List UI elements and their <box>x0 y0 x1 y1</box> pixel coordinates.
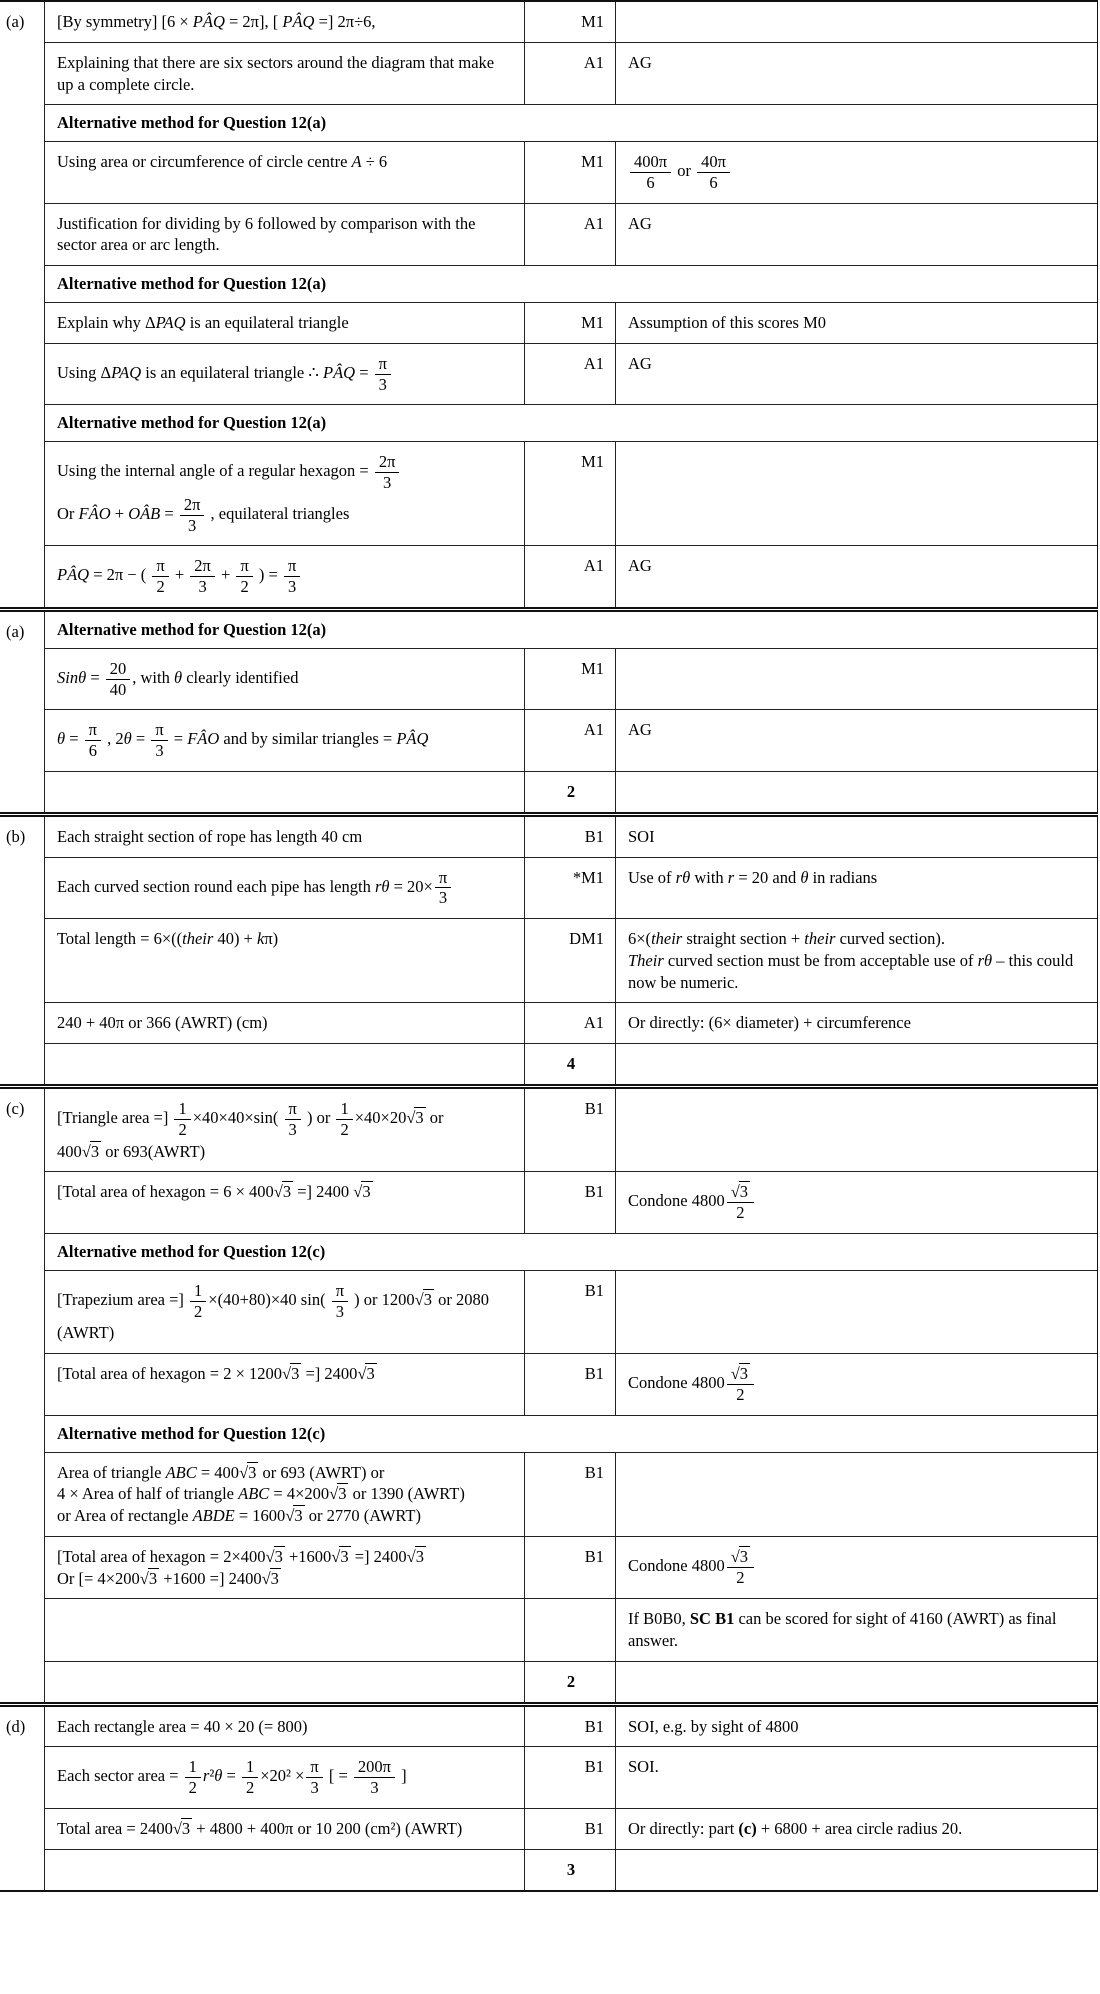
guidance-cell <box>616 1044 1097 1084</box>
table-row <box>45 546 1097 607</box>
answer-cell <box>45 1599 525 1661</box>
alt-method-header: Alternative method for Question 12(c) <box>57 1242 326 1262</box>
alt-method-header: Alternative method for Question 12(a) <box>57 413 327 433</box>
table-row <box>45 204 1097 267</box>
guidance-cell <box>616 1850 1097 1890</box>
table-row <box>45 43 1097 106</box>
guidance-cell: AG <box>628 556 652 576</box>
mark-code: B1 <box>525 817 616 857</box>
alt-method-header: Alternative method for Question 12(a) <box>57 620 327 640</box>
guidance-cell: AG <box>628 353 652 373</box>
guidance-cell: AG <box>628 52 652 72</box>
rows-container <box>45 1707 1098 1890</box>
answer-cell: Total area = 2400√3 + 4800 + 400π or 10 200 (cm²) (AWRT) <box>45 1809 525 1849</box>
mark-code <box>525 1599 616 1661</box>
table-row <box>45 1416 1097 1453</box>
total-marks: 2 <box>525 772 616 812</box>
mark-code: B1 <box>525 1453 616 1536</box>
table-row <box>45 1747 1097 1809</box>
answer-cell: Each sector area = $\frac{1}{2}$ r²θ = $\frac{1}{2}$ ×20² × $\frac{\pi}{3}$ [ = $\frac{200\pi}{3}$ ] <box>45 1747 525 1808</box>
answer-cell: θ = $\frac{\pi}{6}$ , 2θ = $\frac{\pi}{3}$ = FÂO and by similar triangles = PÂQ <box>45 710 525 771</box>
answer-cell: [Triangle area =] $\frac{1}{2}$ ×40×40×sin( $\frac{\pi}{3}$ ) or $\frac{1}{2}$ ×40×20√3 or 400√3 or 693(AWRT) <box>45 1089 525 1171</box>
question-part-section <box>0 1702 1098 1890</box>
table-row <box>45 858 1097 920</box>
guidance-cell: AG <box>628 213 652 233</box>
mark-code: B1 <box>525 1537 616 1599</box>
table-row <box>45 817 1097 858</box>
mark-code: B1 <box>525 1271 616 1353</box>
alt-method-header: Alternative method for Question 12(c) <box>57 1423 326 1443</box>
table-row <box>45 1850 1097 1890</box>
table-row <box>45 1453 1097 1537</box>
guidance-cell <box>616 1271 1097 1353</box>
table-row <box>45 1537 1097 1600</box>
mark-code: M1 <box>525 649 616 710</box>
answer-cell: 240 + 40π or 366 (AWRT) (cm) <box>45 1003 525 1043</box>
mark-code: M1 <box>525 303 616 343</box>
table-row <box>45 1089 1097 1172</box>
mark-code: M1 <box>525 2 616 42</box>
guidance-cell <box>616 1662 1097 1702</box>
guidance-cell: SOI <box>628 826 655 846</box>
table-row <box>45 1809 1097 1850</box>
part-label: (b) <box>0 817 45 1084</box>
answer-cell: Total length = 6×((their 40) + kπ) <box>45 919 525 1002</box>
answer-cell: Explaining that there are six sectors around the diagram that make up a complete circle. <box>45 43 525 105</box>
table-row <box>45 1599 1097 1662</box>
table-row <box>45 1172 1097 1234</box>
mark-code: A1 <box>525 710 616 771</box>
total-marks: 4 <box>525 1044 616 1084</box>
guidance-cell: SOI, e.g. by sight of 4800 <box>628 1716 799 1736</box>
guidance-cell: Condone 4800 $\frac{√3}{2}$ <box>616 1354 1097 1415</box>
rows-container <box>45 2 1098 607</box>
question-part-section <box>0 1084 1098 1702</box>
mark-code: M1 <box>525 142 616 203</box>
answer-cell: Using area or circumference of circle centre A ÷ 6 <box>45 142 525 203</box>
table-row <box>45 919 1097 1003</box>
guidance-cell <box>616 2 1097 42</box>
answer-cell: Sinθ = $\frac{20}{40}$ , with θ clearly identified <box>45 649 525 710</box>
table-row <box>45 1234 1097 1271</box>
guidance-cell: $\frac{400\pi}{6}$ or $\frac{40\pi}{6}$ <box>616 142 1097 203</box>
guidance-cell: SOI. <box>628 1757 659 1777</box>
guidance-cell: Assumption of this scores M0 <box>628 312 826 332</box>
mark-code: A1 <box>525 344 616 405</box>
guidance-cell <box>616 772 1097 812</box>
part-label: (c) <box>0 1089 45 1702</box>
answer-cell: [Total area of hexagon = 2×400√3 +1600√3 =] 2400√3 Or [= 4×200√3 +1600 =] 2400√3 <box>45 1537 525 1599</box>
table-row <box>45 2 1097 43</box>
mark-code: *M1 <box>525 858 616 919</box>
answer-cell: PÂQ = 2π − ( $\frac{\pi}{2}$ + $\frac{2\pi}{3}$ + $\frac{\pi}{2}$ ) = $\frac{\pi}{3}$ <box>45 546 525 607</box>
guidance-cell <box>616 649 1097 710</box>
guidance-cell <box>616 1089 1097 1171</box>
part-label: (a) <box>0 612 45 812</box>
answer-cell: Area of triangle ABC = 400√3 or 693 (AWRT) or 4 × Area of half of triangle ABC = 4×200√3 or 1390 (AWRT) or Area of rectangle ABDE = 1600√3 or 2770 (AWRT) <box>45 1453 525 1536</box>
table-row <box>45 405 1097 442</box>
table-row <box>45 105 1097 142</box>
mark-code: B1 <box>525 1809 616 1849</box>
answer-cell: [Total area of hexagon = 6 × 400√3 =] 2400 √3 <box>45 1172 525 1233</box>
alt-method-header: Alternative method for Question 12(a) <box>57 113 327 133</box>
answer-cell: [Trapezium area =] $\frac{1}{2}$ ×(40+80)×40 sin( $\frac{\pi}{3}$ ) or 1200√3 or 2080 (AWRT) <box>45 1271 525 1353</box>
question-part-section <box>0 607 1098 812</box>
rows-container <box>45 1089 1098 1702</box>
table-row <box>45 142 1097 204</box>
mark-code: A1 <box>525 43 616 105</box>
total-marks: 3 <box>525 1850 616 1890</box>
table-row <box>45 1003 1097 1044</box>
question-part-section <box>0 812 1098 1084</box>
guidance-cell: Use of rθ with r = 20 and θ in radians <box>628 867 878 887</box>
guidance-cell: Or directly: (6× diameter) + circumference <box>628 1013 911 1033</box>
mark-code: A1 <box>525 1003 616 1043</box>
answer-cell: Justification for dividing by 6 followed by comparison with the sector area or arc length. <box>45 204 525 266</box>
answer-cell: Using the internal angle of a regular hexagon = $\frac{2\pi}{3}$ Or FÂO + OÂB = $\frac{2\pi}{3}$ , equilateral triangles <box>45 442 525 545</box>
table-row <box>45 710 1097 772</box>
table-row <box>45 649 1097 711</box>
table-row <box>45 266 1097 303</box>
table-row <box>45 303 1097 344</box>
alt-method-header: Alternative method for Question 12(a) <box>57 274 327 294</box>
answer-cell <box>45 1662 525 1702</box>
answer-cell <box>45 1044 525 1084</box>
table-row <box>45 344 1097 406</box>
answer-cell: Explain why ΔPAQ is an equilateral triangle <box>45 303 525 343</box>
part-label: (a) <box>0 2 45 607</box>
answer-cell: Using ΔPAQ is an equilateral triangle ∴ PÂQ = $\frac{\pi}{3}$ <box>45 344 525 405</box>
guidance-cell: Or directly: part (c) + 6800 + area circle radius 20. <box>628 1819 963 1839</box>
guidance-cell <box>616 442 1097 545</box>
table-row <box>45 1662 1097 1702</box>
mark-code: B1 <box>525 1172 616 1233</box>
answer-cell: [By symmetry] [6 × PÂQ = 2π], [ PÂQ =] 2π÷6, <box>45 2 525 42</box>
table-row <box>45 442 1097 546</box>
mark-code: B1 <box>525 1707 616 1747</box>
total-marks: 2 <box>525 1662 616 1702</box>
answer-cell: Each rectangle area = 40 × 20 (= 800) <box>45 1707 525 1747</box>
table-row <box>45 1271 1097 1354</box>
guidance-cell: Condone 4800 $\frac{√3}{2}$ <box>616 1537 1097 1599</box>
answer-cell: Each curved section round each pipe has length rθ = 20× $\frac{\pi}{3}$ <box>45 858 525 919</box>
table-row <box>45 612 1097 649</box>
mark-code: B1 <box>525 1354 616 1415</box>
guidance-cell: 6×(their straight section + their curved section). Their curved section must be from acceptable use of rθ – this could now be numeric. <box>628 929 1074 992</box>
answer-cell <box>45 772 525 812</box>
mark-code: M1 <box>525 442 616 545</box>
mark-code: B1 <box>525 1747 616 1808</box>
mark-code: DM1 <box>525 919 616 1002</box>
table-row <box>45 1707 1097 1748</box>
answer-cell <box>45 1850 525 1890</box>
mark-code: B1 <box>525 1089 616 1171</box>
table-row <box>45 772 1097 812</box>
question-part-section <box>0 2 1098 607</box>
guidance-cell: If B0B0, SC B1 can be scored for sight of 4160 (AWRT) as final answer. <box>628 1609 1057 1651</box>
table-row <box>45 1354 1097 1416</box>
rows-container <box>45 817 1098 1084</box>
answer-cell: Each straight section of rope has length 40 cm <box>45 817 525 857</box>
guidance-cell: Condone 4800 $\frac{√3}{2}$ <box>616 1172 1097 1233</box>
guidance-cell: AG <box>628 720 652 740</box>
part-label: (d) <box>0 1707 45 1890</box>
rows-container <box>45 612 1098 812</box>
mark-code: A1 <box>525 546 616 607</box>
table-row <box>45 1044 1097 1084</box>
guidance-cell <box>616 1453 1097 1536</box>
mark-code: A1 <box>525 204 616 266</box>
answer-cell: [Total area of hexagon = 2 × 1200√3 =] 2400√3 <box>45 1354 525 1415</box>
